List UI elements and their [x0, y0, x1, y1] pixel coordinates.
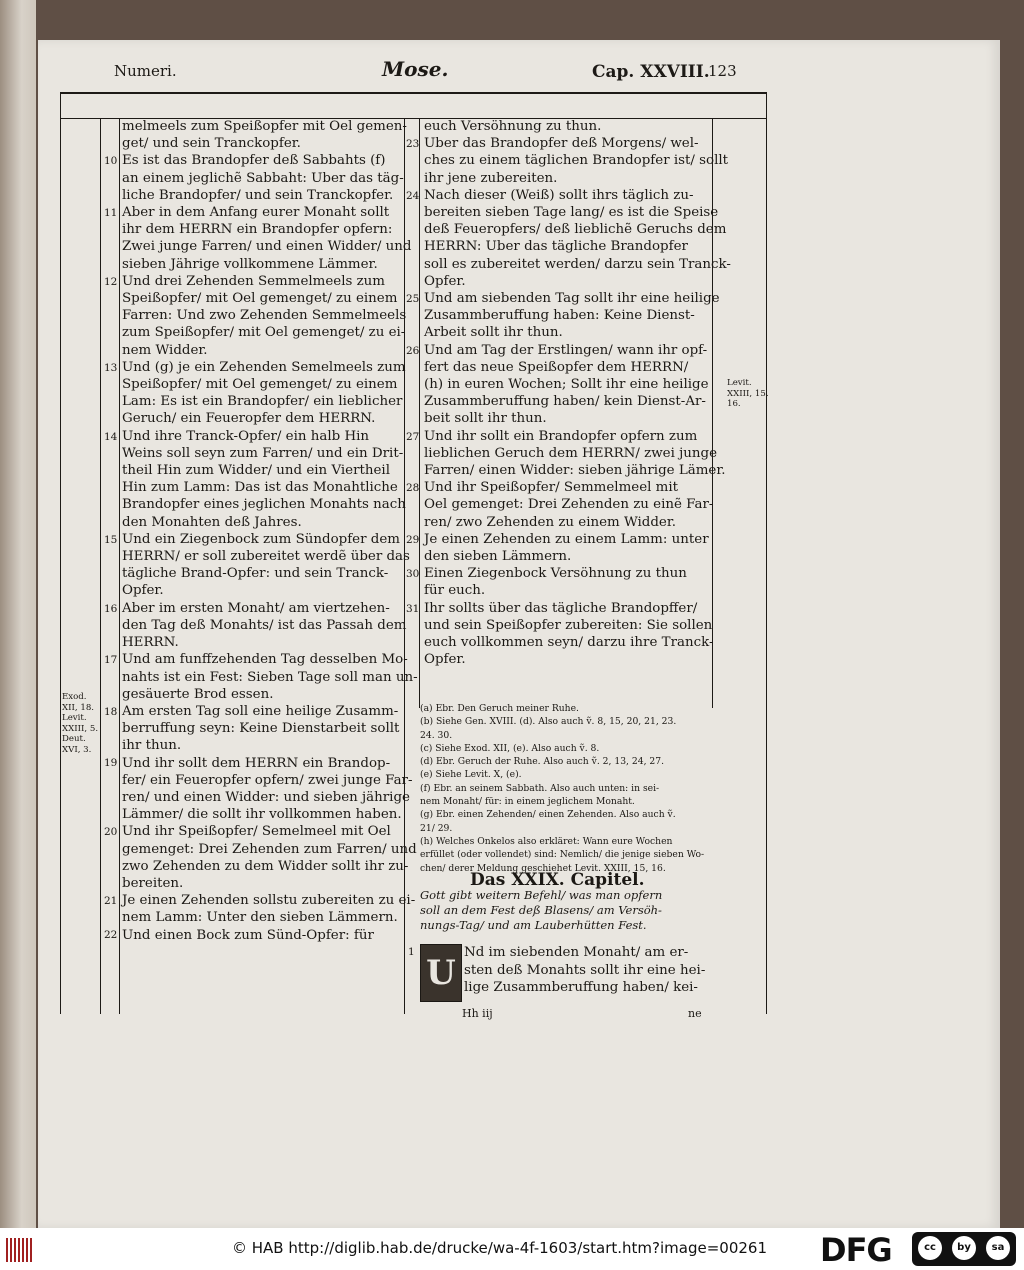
text-line: HERRN/ er soll zubereitet werdẽ über das — [122, 549, 410, 565]
opening-line: lige Zusammberuffung haben/ kei- — [464, 980, 698, 995]
footnote-line: (h) Welches Onkelos also erkläret: Wann eure Wochen — [420, 835, 673, 847]
text-line: sieben Jährige vollkommene Lämmer. — [122, 256, 378, 272]
text-line: Zusammberuffung haben: Keine Dienst- — [424, 308, 695, 324]
chapter-opening-text — [464, 944, 705, 997]
text-line: ihr jene zubereiten. — [424, 170, 558, 186]
text-line: Lämmer/ die sollt ihr vollkommen haben. — [122, 807, 402, 823]
text-line: Speißopfer/ mit Oel gemenget/ zu einem — [122, 291, 398, 307]
text-line: Und am Tag der Erstlingen/ wann ihr opf- — [424, 342, 708, 358]
text-line: Und ihr Speißopfer/ Semmelmeel mit — [424, 480, 679, 496]
verse-number: 23 — [406, 138, 420, 151]
margin-note-line: XII, 18. — [62, 702, 95, 713]
summary-line: soll an dem Fest deß Blasens/ am Versöh- — [420, 903, 662, 917]
text-line: ches zu einem täglichen Brandopfer ist/ sollt — [424, 153, 729, 169]
left-margin-note — [62, 692, 98, 755]
text-line: lieblichen Geruch dem HERRN/ zwei junge — [424, 445, 718, 461]
margin-note-line: XXIII, 15. — [727, 388, 769, 399]
text-line: Nach dieser (Weiß) sollt ihrs täglich zu- — [424, 187, 694, 203]
verse-number: 17 — [104, 654, 118, 667]
dfg-logo: DFG — [820, 1231, 892, 1269]
text-line: Farren/ einen Widder: sieben jährige Lämer. — [424, 463, 726, 479]
verse-number: 21 — [104, 895, 118, 907]
hab-logo-icon — [6, 1238, 34, 1262]
text-line: Und am funffzehenden Tag desselben Mo- — [122, 652, 408, 668]
right-text-column — [424, 118, 731, 669]
footnote-line: (c) Siehe Exod. XII, (e). Also auch ṽ. 8. — [420, 742, 600, 754]
chapter-verse-number: 1 — [408, 946, 415, 958]
text-line: Und (g) je ein Zehenden Semelmeels zum — [122, 359, 406, 375]
text-line: gemenget: Drei Zehenden zum Farren/ und — [122, 841, 417, 857]
text-line: Brandopfer eines jeglichen Monahts nach — [122, 497, 406, 513]
sa-icon: sa — [986, 1236, 1010, 1260]
text-line: Und einen Bock zum Sünd-Opfer: für — [122, 927, 374, 943]
opening-line: Nd im siebenden Monaht/ am er- — [464, 945, 689, 960]
verse-number: 11 — [104, 207, 118, 219]
margin-note-line: Levit. — [727, 378, 752, 388]
text-line: Weins soll seyn zum Farren/ und ein Drit- — [122, 445, 404, 461]
text-line: den Tag deß Monahts/ ist das Passah dem — [122, 617, 407, 633]
viewer-footer — [0, 1228, 1024, 1270]
verse-number: 29 — [406, 533, 420, 546]
text-line: Oel gemenget: Drei Zehenden zu einẽ Far- — [424, 497, 714, 513]
running-title: Numeri. — [114, 62, 177, 80]
text-line: tägliche Brand-Opfer: und sein Tranck- — [122, 566, 389, 582]
footnote-line: 21/ 29. — [420, 822, 453, 834]
text-line: euch Versöhnung zu thun. — [424, 119, 602, 134]
text-line: Aber im ersten Monaht/ am viertzehen- — [122, 600, 390, 616]
text-line: deß Feueropfers/ deß lieblichẽ Geruchs dem — [424, 222, 727, 238]
text-line: Und ihr sollt dem HERRN ein Brandop- — [122, 755, 391, 771]
text-line: fert das neue Speißopfer dem HERRN/ — [424, 359, 689, 375]
copyright-link[interactable]: © HAB http://diglib.hab.de/drucke/wa-4f-1603/start.htm?image=00261 — [232, 1239, 768, 1257]
opening-line: sten deß Monahts sollt ihr eine hei- — [464, 962, 706, 978]
frame-right-outer — [766, 92, 767, 1014]
page-header — [60, 56, 766, 90]
text-line: den Monahten deß Jahres. — [122, 514, 302, 530]
cc-icon: cc — [918, 1236, 942, 1260]
text-line: bereiten sieben Tage lang/ es ist die Speise — [424, 205, 719, 221]
footnote-line: (d) Ebr. Geruch der Ruhe. Also auch ṽ. 2, 13, 24, 27. — [420, 756, 665, 768]
text-line: Ihr sollts über das tägliche Brandopffer/ — [424, 600, 698, 616]
text-line: nem Lamm: Unter den sieben Lämmern. — [122, 910, 398, 926]
chapter-heading: Das XXIX. Capitel. — [470, 870, 645, 890]
verse-number: 25 — [406, 293, 420, 305]
verse-number: 19 — [104, 757, 118, 770]
text-line: Einen Ziegenbock Versöhnung zu thun — [424, 566, 687, 582]
summary-line: nungs-Tag/ und am Lauberhütten Fest. — [420, 918, 647, 932]
footnote-line: nem Monaht/ für: in einem jeglichem Monaht. — [420, 796, 635, 808]
text-line: HERRN: Uber das tägliche Brandopfer — [424, 239, 688, 255]
text-line: get/ und sein Tranckopfer. — [122, 136, 301, 152]
footnote-line: chen/ derer Meldung geschiehet Levit. XXIII, 15, 16. — [420, 862, 666, 874]
text-line: Opfer. — [424, 652, 466, 668]
margin-note-line: Exod. — [62, 692, 87, 702]
text-line: Zusammberuffung haben/ kein Dienst-Ar- — [424, 394, 706, 410]
text-line: zum Speißopfer/ mit Oel gemenget/ zu ei- — [122, 325, 406, 341]
footnote-line: (b) Siehe Gen. XVIII. (d). Also auch ṽ. 8, 15, 20, 21, 23. — [420, 716, 677, 728]
text-line: und sein Speißopfer zubereiten: Sie sollen — [424, 617, 713, 633]
footnotes — [420, 702, 704, 875]
text-line: ihr thun. — [122, 738, 182, 754]
verse-number: 18 — [104, 705, 118, 718]
text-line: liche Brandopfer/ und sein Tranckopfer. — [122, 187, 394, 203]
verse-number: 24 — [406, 189, 420, 202]
text-line: ren/ und einen Widder: und sieben jährige — [122, 789, 410, 805]
text-line: nahts ist ein Fest: Sieben Tage soll man un- — [122, 669, 418, 685]
summary-line: Gott gibt weitern Befehl/ was man opfern — [420, 888, 663, 902]
text-line: Hin zum Lamm: Das ist das Monahtliche — [122, 480, 398, 496]
footnote-line: (f) Ebr. an seinem Sabbath. Also auch unten: in sei- — [420, 782, 660, 794]
verse-number: 30 — [406, 568, 420, 581]
text-line: bereiten. — [122, 875, 184, 891]
verse-number: 14 — [104, 430, 118, 443]
text-line: gesäuerte Brod essen. — [122, 686, 274, 702]
verse-number: 22 — [104, 929, 118, 942]
margin-note-line: XXIII, 5. — [62, 723, 99, 734]
text-line: ren/ zwo Zehenden zu einem Widder. — [424, 514, 677, 530]
footnote-line: (a) Ebr. Den Geruch meiner Ruhe. — [420, 703, 579, 714]
cc-license-badge[interactable] — [912, 1232, 1016, 1266]
text-line: fer/ ein Feueropfer opfern/ zwei junge Far- — [122, 772, 413, 788]
left-text-column — [122, 118, 418, 944]
frame-left-margin-line — [100, 118, 101, 1014]
frame-left-outer — [60, 92, 61, 1014]
text-line: Uber das Brandopfer deß Morgens/ wel- — [424, 136, 699, 152]
margin-note-line: XVI, 3. — [62, 744, 92, 755]
chapter-summary — [420, 888, 662, 933]
footnote-line: 24. 30. — [420, 729, 453, 741]
text-line: Und ein Ziegenbock zum Sündopfer dem — [122, 531, 400, 547]
text-line: Und drei Zehenden Semmelmeels zum — [122, 273, 385, 289]
text-line: Speißopfer/ mit Oel gemenget/ zu einem — [122, 377, 398, 393]
text-line: für euch. — [424, 583, 486, 599]
text-line: Geruch/ ein Feueropfer dem HERRN. — [122, 411, 376, 427]
text-line: ihr dem HERRN ein Brandopfer opfern: — [122, 222, 393, 238]
by-icon: by — [952, 1236, 976, 1260]
text-line: Je einen Zehenden sollstu zubereiten zu ei- — [122, 893, 416, 909]
verse-number: 26 — [406, 344, 420, 357]
right-margin-note — [727, 378, 769, 410]
verse-number: 27 — [406, 430, 420, 443]
text-line: HERRN. — [122, 635, 179, 651]
text-line: Farren: Und zwo Zehenden Semmelmeels — [122, 308, 407, 324]
footnote-line: (e) Siehe Levit. X, (e). — [420, 769, 522, 781]
folio-number: 123 — [708, 62, 737, 80]
drop-cap-initial: U — [420, 944, 462, 1002]
text-line: Aber in dem Anfang eurer Monaht sollt — [122, 205, 390, 221]
margin-note-line: 16. — [727, 399, 741, 409]
text-line: Zwei junge Farren/ und einen Widder/ und — [122, 239, 412, 255]
text-line: Arbeit sollt ihr thun. — [424, 325, 563, 341]
text-line: theil Hin zum Widder/ und ein Viertheil — [122, 463, 390, 479]
text-line: berruffung seyn: Keine Dienstarbeit sollt — [122, 721, 400, 737]
text-line: den sieben Lämmern. — [424, 549, 572, 565]
text-line: soll es zubereitet werden/ darzu sein Tranck- — [424, 256, 731, 272]
text-line: Opfer. — [424, 273, 466, 289]
verse-number: 16 — [104, 602, 118, 615]
text-line: beit sollt ihr thun. — [424, 411, 547, 427]
header-rule — [60, 92, 766, 94]
margin-note-line: Deut. — [62, 734, 86, 744]
text-line: (h) in euren Wochen; Sollt ihr eine heilige — [424, 377, 709, 393]
text-line: Es ist das Brandopfer deß Sabbahts (f) — [122, 153, 386, 169]
text-line: Und ihr Speißopfer/ Semelmeel mit Oel — [122, 824, 391, 840]
verse-number: 12 — [104, 275, 118, 288]
chapter-label: Cap. XXVIII. — [592, 62, 710, 82]
verse-number: 31 — [406, 602, 420, 615]
catchword: ne — [688, 1007, 702, 1020]
text-line: zwo Zehenden zu dem Widder sollt ihr zu- — [122, 858, 409, 874]
text-line: Und ihre Tranck-Opfer/ ein halb Hin — [122, 428, 370, 444]
text-line: an einem jeglichẽ Sabbaht: Uber das täg- — [122, 170, 404, 186]
verse-number: 13 — [104, 361, 118, 374]
text-line: Und am siebenden Tag sollt ihr eine heilige — [424, 291, 720, 307]
text-line: Am ersten Tag soll eine heilige Zusamm- — [122, 703, 399, 719]
text-line: melmeels zum Speißopfer mit Oel gemen- — [122, 119, 407, 134]
text-line: Je einen Zehenden zu einem Lamm: unter — [424, 531, 709, 547]
footnote-line: erfüllet (oder vollendet) sind: Nemlich/ die jenige sieben Wo- — [420, 849, 705, 861]
verse-number: 28 — [406, 482, 420, 495]
text-line: Und ihr sollt ein Brandopfer opfern zum — [424, 428, 698, 444]
margin-note-line: Levit. — [62, 713, 87, 723]
signature-mark: Hh iij — [462, 1007, 493, 1020]
adjacent-page-edge — [0, 0, 36, 1228]
verse-number: 15 — [104, 533, 118, 546]
text-line: nem Widder. — [122, 342, 208, 358]
frame-verse-line-right — [419, 118, 420, 708]
text-line: Opfer. — [122, 583, 164, 599]
text-line: Lam: Es ist ein Brandopfer/ ein lieblicher — [122, 394, 403, 410]
footnote-line: (g) Ebr. einen Zehenden/ einen Zehenden. Also auch ṽ. — [420, 809, 676, 821]
verse-number: 10 — [104, 155, 118, 168]
verse-number: 20 — [104, 826, 118, 839]
book-title: Mose. — [382, 57, 449, 81]
text-line: euch vollkommen seyn/ darzu ihre Tranck- — [424, 635, 714, 651]
frame-verse-line-left — [119, 118, 120, 1014]
